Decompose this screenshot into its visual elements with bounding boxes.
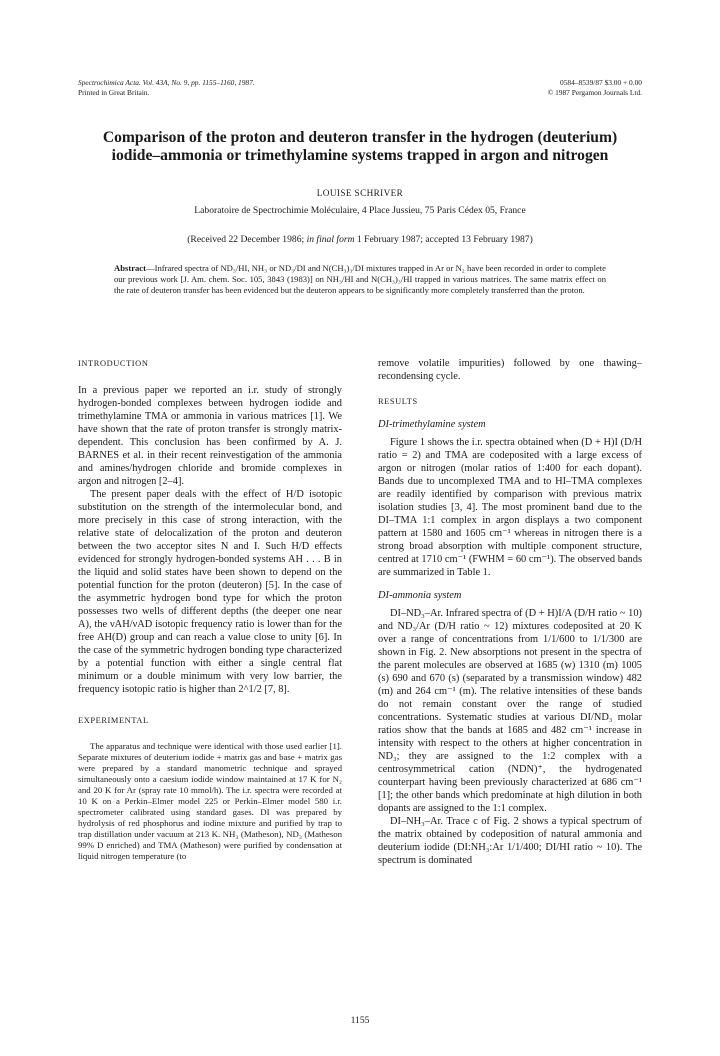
author-name: LOUISE SCHRIVER — [316, 188, 404, 198]
intro-paragraph-2: The present paper deals with the effect of H/D isotopic substitution on the strength of the intermolecular bond, and more precisely in this case of strong interaction, with the relative state of delocalization of the proton and deuteron between the two acceptor sites N and I. Such H/D effects evidenced for strongly hydrogen-bonded systems AH . . . B in the liquid and solid states have been shown to depend on the potential function for the proton (deuteron) [5]. In the case of the asymmetric hydrogen bond type for which the proton possesses two wells of different depths (the deeper one near A), the νAH/νAD isotopic frequency ratio is lower than for the free AH(D) group and can reach a value close to unity [6]. In the case of the symmetric hydrogen bonding type characterized by a potential function with either a single central flat minimum or a double minimum with very low barrier, the frequency isotopic ratio is higher than 2^1/2 [7, 8]. — [78, 489, 342, 695]
received-part-a: (Received 22 December 1986; — [187, 234, 307, 245]
paper-title: Comparison of the proton and deuteron transfer in the hydrogen (deuterium) iodide–ammonia or trimethylamine systems trapped in argon and nitrogen — [102, 129, 618, 165]
abstract-text: —Infrared spectra of ND₃/HI, NH₃ or ND₃/DI and N(CH₃)₃/DI mixtures trapped in Ar or N₂ have been recorded in order to complete our previous work [J. Am. chem. Soc. 105, 3843 (1983)] on NH₃/HI and N(CH₃)₃/HI trapped in various matrices. The same matrix effect on the rate of deuteron transfer has been evidenced but the deuteron appears to be significantly more completely transferred than the proton. — [114, 263, 606, 295]
continued-paragraph: remove volatile impurities) followed by one thawing–recondensing cycle. — [378, 358, 642, 382]
journal-citation: Spectrochimica Acta. Vol. 43A, No. 9, pp. 1155–1160, 1987. — [78, 78, 255, 87]
received-part-c: 1 February 1987; accepted 13 February 1987) — [354, 234, 533, 245]
intro-paragraph-1: In a previous paper we reported an i.r. study of strongly hydrogen-bonded complexes between hydrogen iodide and trimethylamine TMA or ammonia in various matrices [1]. We have shown that the rate of proton transfer is strongly matrix-dependent. This conclusion has been confirmed by A. J. BARNES et al. in their recent reinvestigation of the ammonia and amines/hydrogen chloride and bromide complexes in argon and nitrogen [2–4]. — [78, 385, 342, 487]
abstract-label: Abstract — [114, 263, 146, 273]
subsection-di-ammonia: DI-ammonia system — [378, 590, 462, 601]
price-code: 0584–8539/87 $3.00 + 0.00 — [560, 78, 642, 87]
results-paragraph-3: DI–NH₃–Ar. Trace c of Fig. 2 shows a typical spectrum of the matrix obtained by codeposition of natural ammonia and deuterium iodide (DI:NH₃:Ar 1/1/400; DI/HI ratio ~ 10). The spectrum is dominated — [378, 816, 642, 866]
printed-note: Printed in Great Britain. — [78, 87, 150, 97]
results-paragraph-1: Figure 1 shows the i.r. spectra obtained when (D + H)I (D/H ratio = 2) and TMA are codeposited with a large excess of argon or nitrogen (molar ratios of 1:400 for each dopant). Bands due to uncomplexed TMA and to HI–TMA complexes are readily identified by comparison with previous matrix isolation studies [3, 4]. The most prominent band due to the DI–TMA 1:1 complex in argon displays a two component pattern at 1580 and 1605 cm⁻¹ whereas in nitrogen there is a strong broad absorption with multiple component structure, centred at 1710 cm⁻¹ (FWHM = 60 cm⁻¹). The observed bands are summarized in Table 1. — [378, 437, 642, 578]
subsection-di-trimethylamine: DI-trimethylamine system — [378, 419, 486, 430]
experimental-paragraph: The apparatus and technique were identical with those used earlier [1]. Separate mixtures of deuterium iodide + matrix gas and base + matrix gas were prepared by a standard manometric technique and sprayed simultaneously onto a caesium iodide window maintained at 17 K for N₂ and 20 K for Ar (spray rate 10 mmol/h). The i.r. spectra were recorded at 10 K on a Perkin–Elmer model 225 or Perkin–Elmer model 580 i.r. spectrometer calibrated using standard gases. DI was prepared by hydrolysis of red phosphorus and iodine mixture and purified by trap to trap distillation under vacuum at 213 K. NH₃ (Matheson), ND₃ (Matheson 99% D enriched) and TMA (Matheson) were purified by condensation at liquid nitrogen temperature (to — [78, 741, 342, 861]
affiliation: Laboratoire de Spectrochimie Moléculaire, 4 Place Jussieu, 75 Paris Cédex 05, France — [194, 205, 526, 216]
journal-header-left — [78, 78, 255, 97]
experimental-heading: EXPERIMENTAL — [78, 716, 149, 725]
introduction-heading: INTRODUCTION — [78, 359, 149, 368]
received-part-b: in final form — [306, 234, 355, 245]
journal-header-right — [548, 78, 642, 97]
results-paragraph-2: DI–ND₃–Ar. Infrared spectra of (D + H)I/A (D/H ratio ~ 10) and ND₃/Ar (D/H ratio ~ 12) mixtures codeposited at 20 K over a range of concentrations from 1/1/600 to 1/1/300 are shown in Fig. 2. New absorptions not present in the spectra of the parent molecules are observed at 1685 (w) 1310 (m) 1005 (s) 690 and 670 (s) (separated by a transmission window) 482 (m) and 264 cm⁻¹ (m). The relative intensities of these bands do not remain constant over the range of studied concentrations. Systematic studies at various DI/ND₃ molar ratios show that the bands at 1685 and 482 cm⁻¹ increase in intensity with respect to the others at higher concentration in ND₃; they are assigned to the 1:2 complex with a centrosymmetrical cation (NDN)⁺, the hydrogenated counterpart having been previously characterized at 686 cm⁻¹ [1]; the other bands which predominate at high dilution in both dopants are assigned to the 1:1 complex. — [378, 608, 642, 814]
results-heading: RESULTS — [378, 397, 418, 406]
left-column — [78, 357, 342, 862]
right-column — [378, 357, 642, 867]
abstract — [114, 263, 606, 296]
copyright-line: © 1987 Pergamon Journals Ltd. — [547, 87, 642, 97]
received-dates — [0, 234, 720, 245]
page-number: 1155 — [350, 1015, 370, 1026]
